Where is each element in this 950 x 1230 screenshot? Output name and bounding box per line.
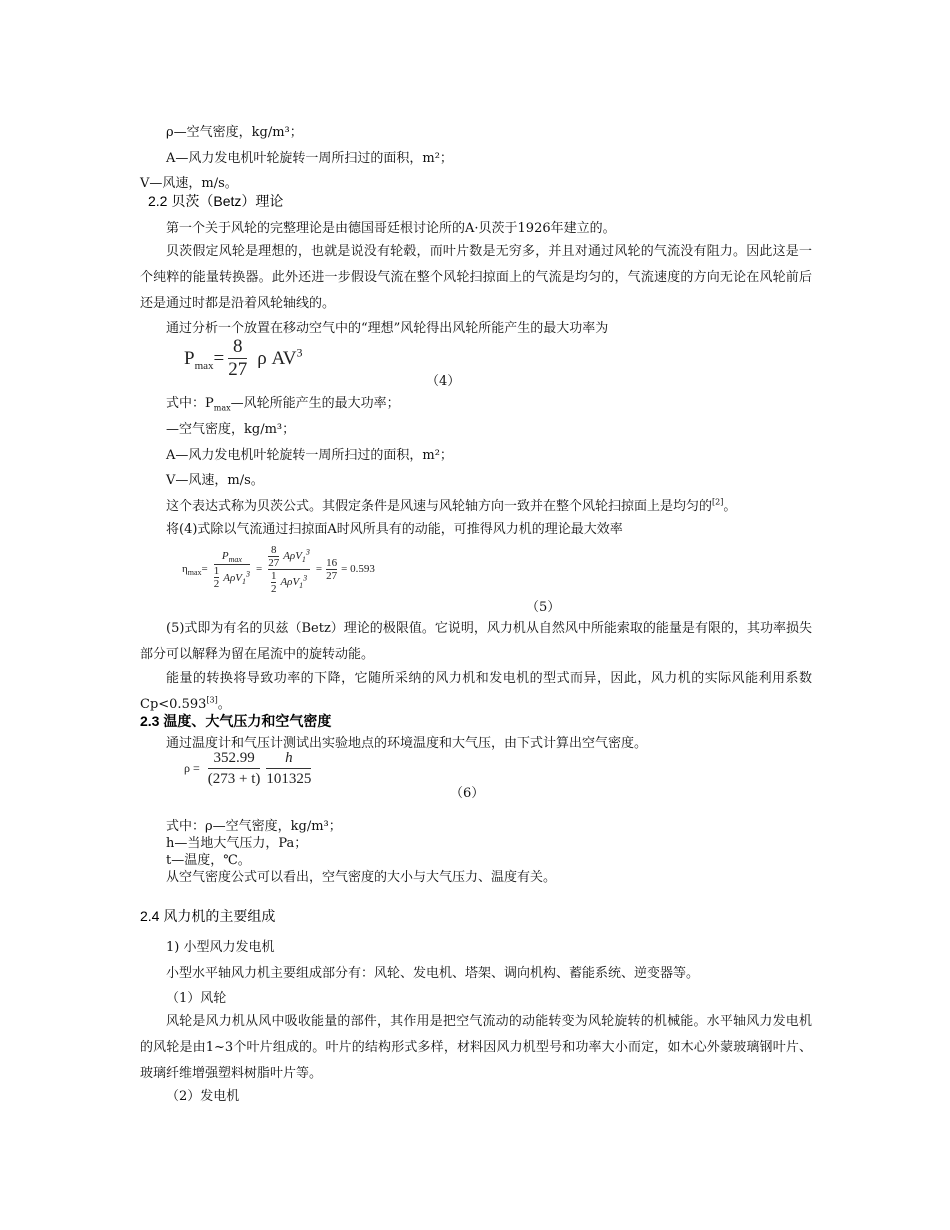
equation-4 bbox=[184, 336, 302, 381]
paragraph: 通过温度计和气压计测试出实验地点的环境温度和大气压，由下式计算出空气密度。 bbox=[166, 736, 648, 751]
def-area: A—风力发电机叶轮旋转一周所扫过的面积，m²； bbox=[166, 151, 453, 166]
def-rho-3: 式中：ρ—空气密度，kg/m³； bbox=[166, 819, 342, 834]
paragraph: (5)式即为有名的贝兹（Betz）理论的极限值。它说明，风力机从自然风中所能索取的能量是有限的，其功率损失部分可以解释为留在尾流中的旋转动能。 bbox=[140, 621, 812, 662]
paragraph: 能量的转换将导致功率的下降，它随所采纳的风力机和发电机的型式而异，因此，风力机的实际风能利用系数Cp<0.593[3]。 bbox=[140, 671, 812, 712]
eq4-fraction: $\frac{8}{27}$ bbox=[228, 336, 248, 380]
paragraph: 风轮是风力机从风中吸收能量的部件，其作用是把空气流动的动能转变为风轮旋转的机械能。水平轴风力发电机的风轮是由1~3个叶片组成的。叶片的结构形式多样，材料因风力机型号和功率大小而定，如木心外蒙玻璃钢叶片、玻璃纤维增强塑料树脂叶片等。 bbox=[140, 1014, 812, 1081]
equation-number-5: （5） bbox=[526, 600, 561, 615]
def-wind-speed-2: V—风速，m/s。 bbox=[166, 473, 264, 488]
eq6-rho: ρ = bbox=[184, 760, 200, 775]
paragraph: 将(4)式除以气流通过扫掠面A时风所具有的动能，可推得风力机的理论最大效率 bbox=[166, 522, 623, 537]
eq5-result: = 0.593 bbox=[341, 563, 375, 575]
eq5-fraction-1: $P_{max}$ $\frac{1}{2}$ AρV$_1^3$ bbox=[213, 550, 250, 590]
section-heading-2-4: 2.4 风力机的主要组成 bbox=[140, 908, 276, 924]
def-rho: ρ—空气密度，kg/m³； bbox=[166, 125, 303, 140]
equation-6 bbox=[184, 746, 311, 790]
paragraph: 贝茨假定风轮是理想的，也就是说没有轮毂，而叶片数是无穷多，并且对通过风轮的气流没有阻力。因此这是一个纯粹的能量转换器。此外还进一步假设气流在整个风轮扫掠面上的气流是均匀的，气流速度的方向无论在风轮前后还是通过时都是沿着风轮轴线的。 bbox=[140, 244, 812, 311]
eq6-fraction-2: $\frac{h}{101325}$ bbox=[266, 749, 312, 787]
def-pmax: 式中：$P_{max}—$风轮所能产生的最大功率； bbox=[166, 396, 400, 413]
def-rho-2: —空气密度，kg/m³； bbox=[166, 422, 296, 437]
equation-5: $\eta_{max}=$ $P_{max}$ $\frac{1}{2}$ AρV$_1^3$ = $\frac{8}{27}$ AρV$_1^3$ $\frac{1}{2}$ AρV$_1^3$ = $\frac{16}{27}$ = 0.593 bbox=[182, 543, 375, 595]
eq5-eta: $\eta_{max}=$ bbox=[182, 563, 208, 578]
paragraph: 从空气密度公式可以看出，空气密度的大小与大气压力、温度有关。 bbox=[166, 870, 557, 885]
def-temperature: t—温度，℃。 bbox=[166, 853, 251, 868]
eq5-fraction-2: $\frac{8}{27}$ AρV$_1^3$ $\frac{1}{2}$ AρV$_1^3$ bbox=[268, 543, 310, 595]
list-item: （2）发电机 bbox=[166, 1089, 240, 1104]
equation-number-6: （6） bbox=[450, 786, 485, 801]
def-area-2: A—风力发电机叶轮旋转一周所扫过的面积，m²； bbox=[166, 448, 453, 463]
paragraph: 这个表达式称为贝茨公式。其假定条件是风速与风轮轴方向一致并在整个风轮扫掠面上是均匀的[2]。 bbox=[166, 497, 737, 514]
equation-number-4: （4） bbox=[426, 374, 461, 389]
list-item: （1）风轮 bbox=[166, 991, 227, 1006]
eq6-fraction-1: $\frac{352.99}{(273 + t)}$ bbox=[207, 749, 261, 787]
eq5-fraction-3: $\frac{16}{27}$ bbox=[326, 556, 338, 582]
section-heading-2-2: 2.2 贝茨（Betz）理论 bbox=[148, 193, 284, 209]
paragraph: 第一个关于风轮的完整理论是由德国哥廷根讨论所的A·贝茨于1926年建立的。 bbox=[166, 221, 616, 236]
section-heading-2-3: 2.3 温度、大气压力和空气密度 bbox=[140, 713, 332, 729]
eq4-rest: ρ $AV^3$ bbox=[257, 345, 303, 369]
def-wind-speed: V—风速，m/s。 bbox=[140, 176, 238, 191]
subheading: 1) 小型风力发电机 bbox=[166, 940, 275, 955]
paragraph: 小型水平轴风力机主要组成部分有：风轮、发电机、塔架、调向机构、蓄能系统、逆变器等。 bbox=[166, 966, 700, 981]
paragraph: 通过分析一个放置在移动空气中的“理想”风轮得出风轮所能产生的最大功率为 bbox=[166, 321, 609, 336]
def-pressure: h—当地大气压力，Pa； bbox=[166, 836, 308, 851]
eq4-lhs: $P_{max}=$ bbox=[184, 347, 225, 372]
